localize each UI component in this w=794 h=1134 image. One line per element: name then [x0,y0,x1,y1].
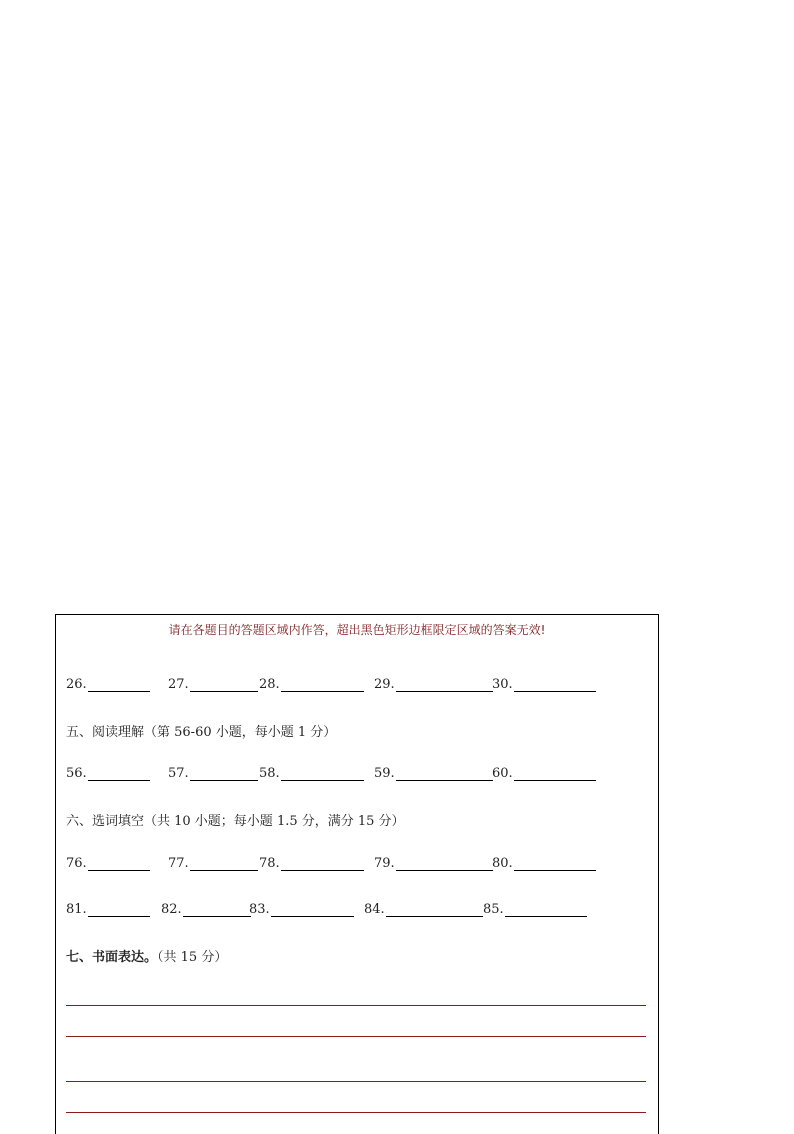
answer-blank[interactable] [281,766,364,781]
answer-blank[interactable] [514,677,596,692]
question-number: 56. [66,766,87,781]
answer-item [364,902,483,917]
answer-item [168,677,258,692]
answer-blank[interactable] [396,766,493,781]
question-number: 84. [364,902,385,917]
answer-item [492,677,596,692]
answer-item [168,766,258,781]
section-5-heading: 五、阅读理解（第 56-60 小题，每小题 1 分） [66,725,337,740]
answer-blank[interactable] [386,902,483,917]
question-number: 28. [259,677,280,692]
section-6-heading: 六、选词填空（共 10 小题；每小题 1.5 分，满分 15 分） [66,814,405,829]
answer-item [374,766,493,781]
answer-item [483,902,587,917]
answer-item [374,856,493,871]
answer-item [492,856,596,871]
answer-item [259,677,364,692]
question-number: 57. [168,766,189,781]
question-number: 78. [259,856,280,871]
answer-blank[interactable] [190,856,258,871]
writing-line[interactable] [66,1005,646,1006]
answer-blank[interactable] [505,902,587,917]
answer-blank[interactable] [88,856,150,871]
answer-blank[interactable] [88,766,150,781]
answer-blank[interactable] [514,766,596,781]
answer-blank[interactable] [396,677,493,692]
answer-blank[interactable] [281,677,364,692]
answer-blank[interactable] [190,766,258,781]
answer-item [66,856,150,871]
question-number: 82. [161,902,182,917]
answer-blank[interactable] [281,856,364,871]
answer-item [249,902,354,917]
question-number: 60. [492,766,513,781]
question-number: 80. [492,856,513,871]
answer-blank[interactable] [514,856,596,871]
question-number: 58. [259,766,280,781]
answer-item [161,902,251,917]
question-number: 76. [66,856,87,871]
question-number: 77. [168,856,189,871]
writing-line[interactable] [66,1081,646,1082]
writing-line[interactable] [66,1036,646,1037]
answer-blank[interactable] [396,856,493,871]
question-number: 79. [374,856,395,871]
question-number: 26. [66,677,87,692]
section-7-heading [66,946,227,965]
answer-sheet-box [55,614,659,1134]
question-number: 59. [374,766,395,781]
answer-blank[interactable] [271,902,354,917]
answer-area-notice: 请在各题目的答题区域内作答，超出黑色矩形边框限定区域的答案无效! [168,623,546,637]
answer-blank[interactable] [190,677,258,692]
answer-item [374,677,493,692]
question-number: 83. [249,902,270,917]
answer-item [66,677,150,692]
answer-blank[interactable] [88,677,150,692]
answer-item [66,766,150,781]
answer-item [492,766,596,781]
question-number: 81. [66,902,87,917]
question-number: 30. [492,677,513,692]
answer-item [168,856,258,871]
question-number: 85. [483,902,504,917]
section-7-lead: 七、书面表达。 [66,950,158,965]
answer-blank[interactable] [88,902,150,917]
answer-item [259,856,364,871]
question-number: 27. [168,677,189,692]
answer-item [259,766,364,781]
answer-blank[interactable] [183,902,251,917]
question-number: 29. [374,677,395,692]
writing-line[interactable] [66,1112,646,1113]
answer-item [66,902,150,917]
section-7-points: （共 15 分） [157,950,228,965]
